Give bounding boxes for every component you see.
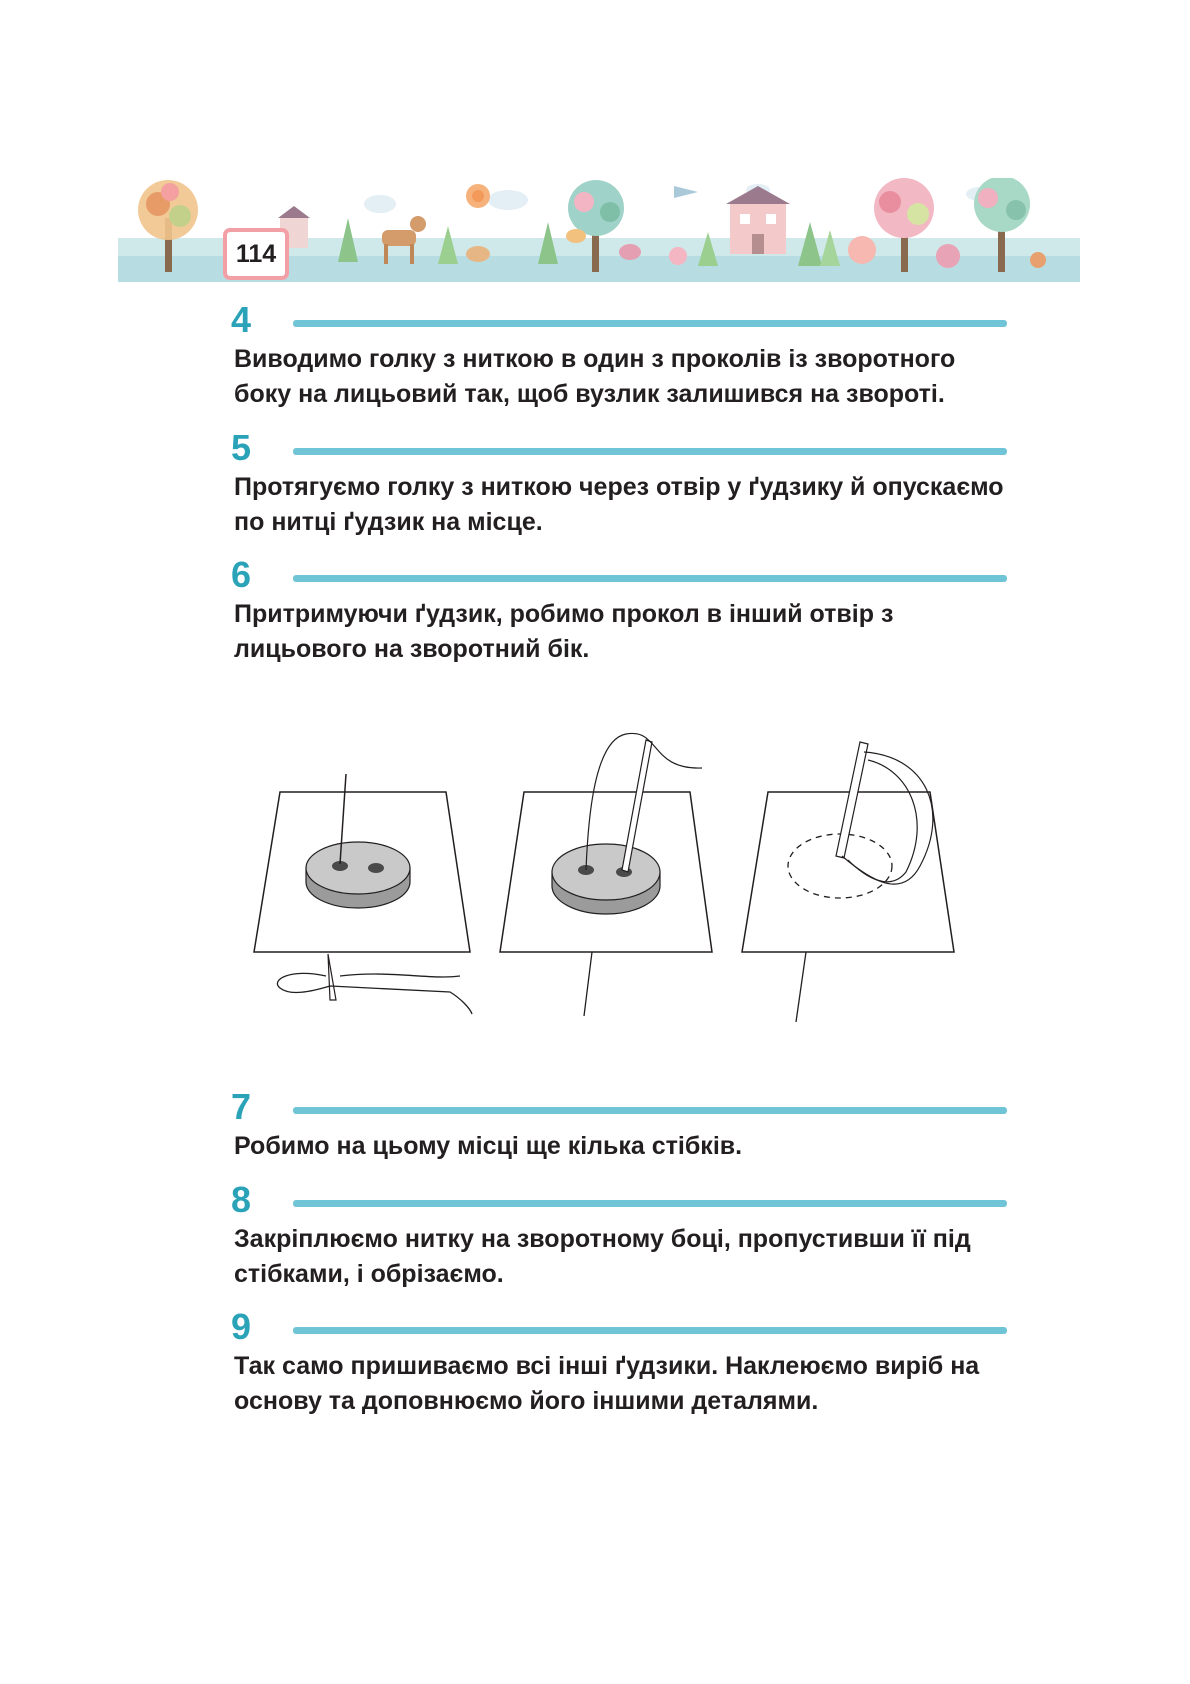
step-text: Притримуючи ґудзик, робимо прокол в інший отвір з лицьового на зворотний бік.: [234, 600, 894, 663]
step-text: Так само пришиваємо всі інші ґудзики. Наклеюємо виріб на основу та доповнюємо його іншими деталями.: [234, 1352, 980, 1415]
step-number: 8: [231, 1179, 252, 1220]
page-number-badge: 114: [223, 228, 289, 280]
step-header: [231, 1305, 1007, 1349]
step-divider: [293, 1107, 1007, 1114]
needle-icon: [277, 954, 472, 1014]
thread: [796, 952, 806, 1022]
step-number: 4: [231, 299, 252, 340]
step-number: 9: [231, 1306, 252, 1347]
illustration-step-5: [500, 733, 712, 1016]
step-divider: [293, 448, 1007, 455]
illustration-step-4: [254, 774, 472, 1014]
step-divider: [293, 1200, 1007, 1207]
step-header: [231, 426, 1007, 470]
step-number: 5: [231, 427, 252, 468]
step-number: 7: [231, 1086, 252, 1127]
plane-icon: [674, 186, 698, 198]
illustration-step-6: [742, 742, 954, 1022]
step-header: [231, 298, 1007, 342]
thread: [584, 952, 592, 1016]
step-text: Закріплюємо нитку на зворотному боці, пропустивши її під стібками, і обрізаємо.: [234, 1225, 971, 1288]
sun-flower-icon: [466, 184, 490, 208]
button-icon: [306, 842, 410, 908]
step-header: [231, 1178, 1007, 1222]
button-icon: [552, 844, 660, 914]
step-header: [231, 553, 1007, 597]
step-header: [231, 1085, 1007, 1129]
step-divider: [293, 1327, 1007, 1334]
step-text: Робимо на цьому місці ще кілька стібків.: [234, 1132, 743, 1160]
step-number: 6: [231, 554, 252, 595]
sewing-illustrations: [250, 730, 1020, 1030]
house-icon: [726, 186, 790, 254]
step-divider: [293, 575, 1007, 582]
step-divider: [293, 320, 1007, 327]
step-text: Виводимо голку з ниткою в один з проколів із зворотного боку на лицьовий так, щоб вузлик залишився на звороті.: [234, 345, 956, 408]
step-text: Протягуємо голку з ниткою через отвір у ґудзику й опускаємо по нитці ґудзик на місце.: [234, 473, 1004, 536]
